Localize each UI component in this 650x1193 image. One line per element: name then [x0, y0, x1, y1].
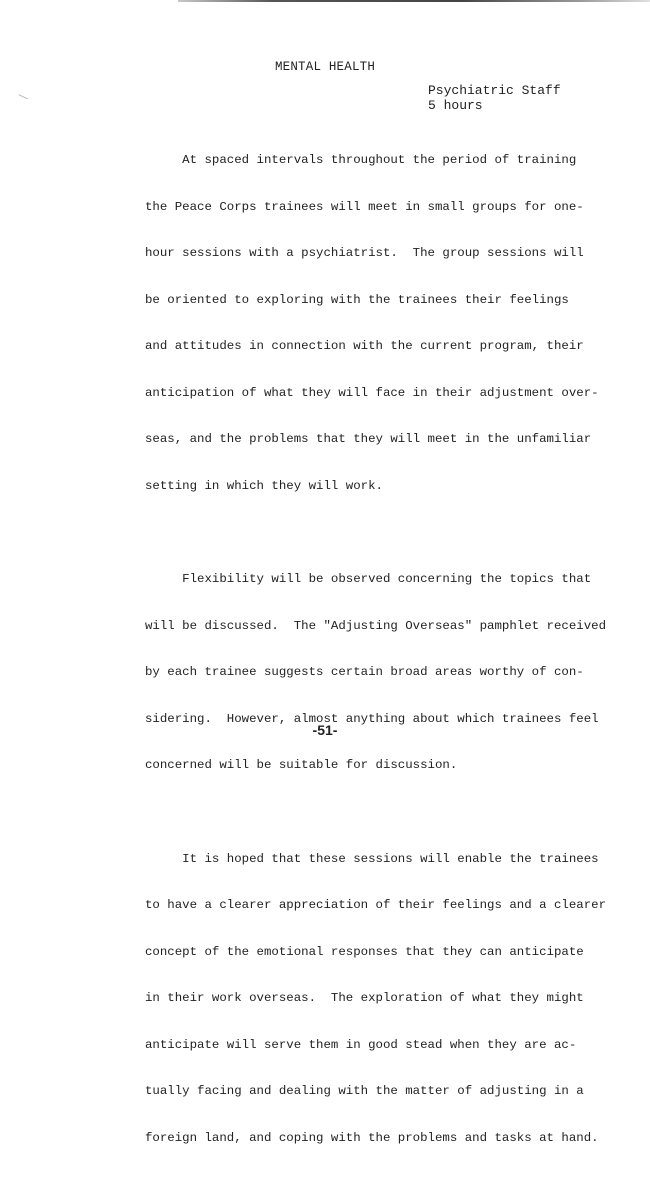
text-line: anticipate will serve them in good stead when they are ac- — [145, 1037, 577, 1052]
scan-stray-mark — [16, 94, 28, 105]
text-line: anticipation of what they will face in their adjustment over- — [145, 385, 599, 400]
text-line: to have a clearer appreciation of their feelings and a clearer — [145, 898, 607, 912]
presenter-label: Psychiatric Staff — [428, 83, 561, 98]
text-line: and attitudes in connection with the current program, their — [145, 339, 584, 353]
text-line: sidering. However, almost anything about which trainees feel — [145, 711, 599, 726]
text-line: foreign land, and coping with the problems and tasks at hand. — [145, 1130, 599, 1145]
text-line: setting in which they will work. — [145, 478, 383, 493]
text-line: the Peace Corps trainees will meet in small groups for one- — [145, 199, 584, 214]
document-body — [145, 122, 607, 1193]
text-line: be oriented to exploring with the trainees their feelings — [145, 292, 569, 307]
text-line: seas, and the problems that they will meet in the unfamiliar — [145, 432, 592, 446]
text-line: At spaced intervals throughout the period of training — [145, 153, 577, 167]
text-line: It is hoped that these sessions will enable the trainees — [145, 851, 599, 866]
text-line: concerned will be suitable for discussion. — [145, 758, 458, 772]
paragraph-3 — [145, 821, 607, 1178]
text-line: by each trainee suggests certain broad areas worthy of con- — [145, 665, 584, 679]
duration-label: 5 hours — [428, 98, 483, 113]
text-line: concept of the emotional responses that they can anticipate — [145, 944, 584, 959]
paragraph-1 — [145, 122, 599, 525]
document-title: MENTAL HEALTH — [274, 60, 376, 74]
session-meta — [428, 83, 561, 113]
text-line: will be discussed. The "Adjusting Overseas" pamphlet received — [145, 618, 607, 633]
paragraph-2 — [145, 541, 607, 805]
page-number: -51- — [312, 722, 338, 738]
text-line: in their work overseas. The exploration of what they might — [145, 991, 584, 1005]
text-line: hour sessions with a psychiatrist. The group sessions will — [145, 246, 584, 260]
scan-top-edge-line — [178, 0, 650, 2]
text-line: tually facing and dealing with the matter of adjusting in a — [145, 1084, 584, 1098]
text-line: Flexibility will be observed concerning the topics that — [145, 572, 592, 586]
